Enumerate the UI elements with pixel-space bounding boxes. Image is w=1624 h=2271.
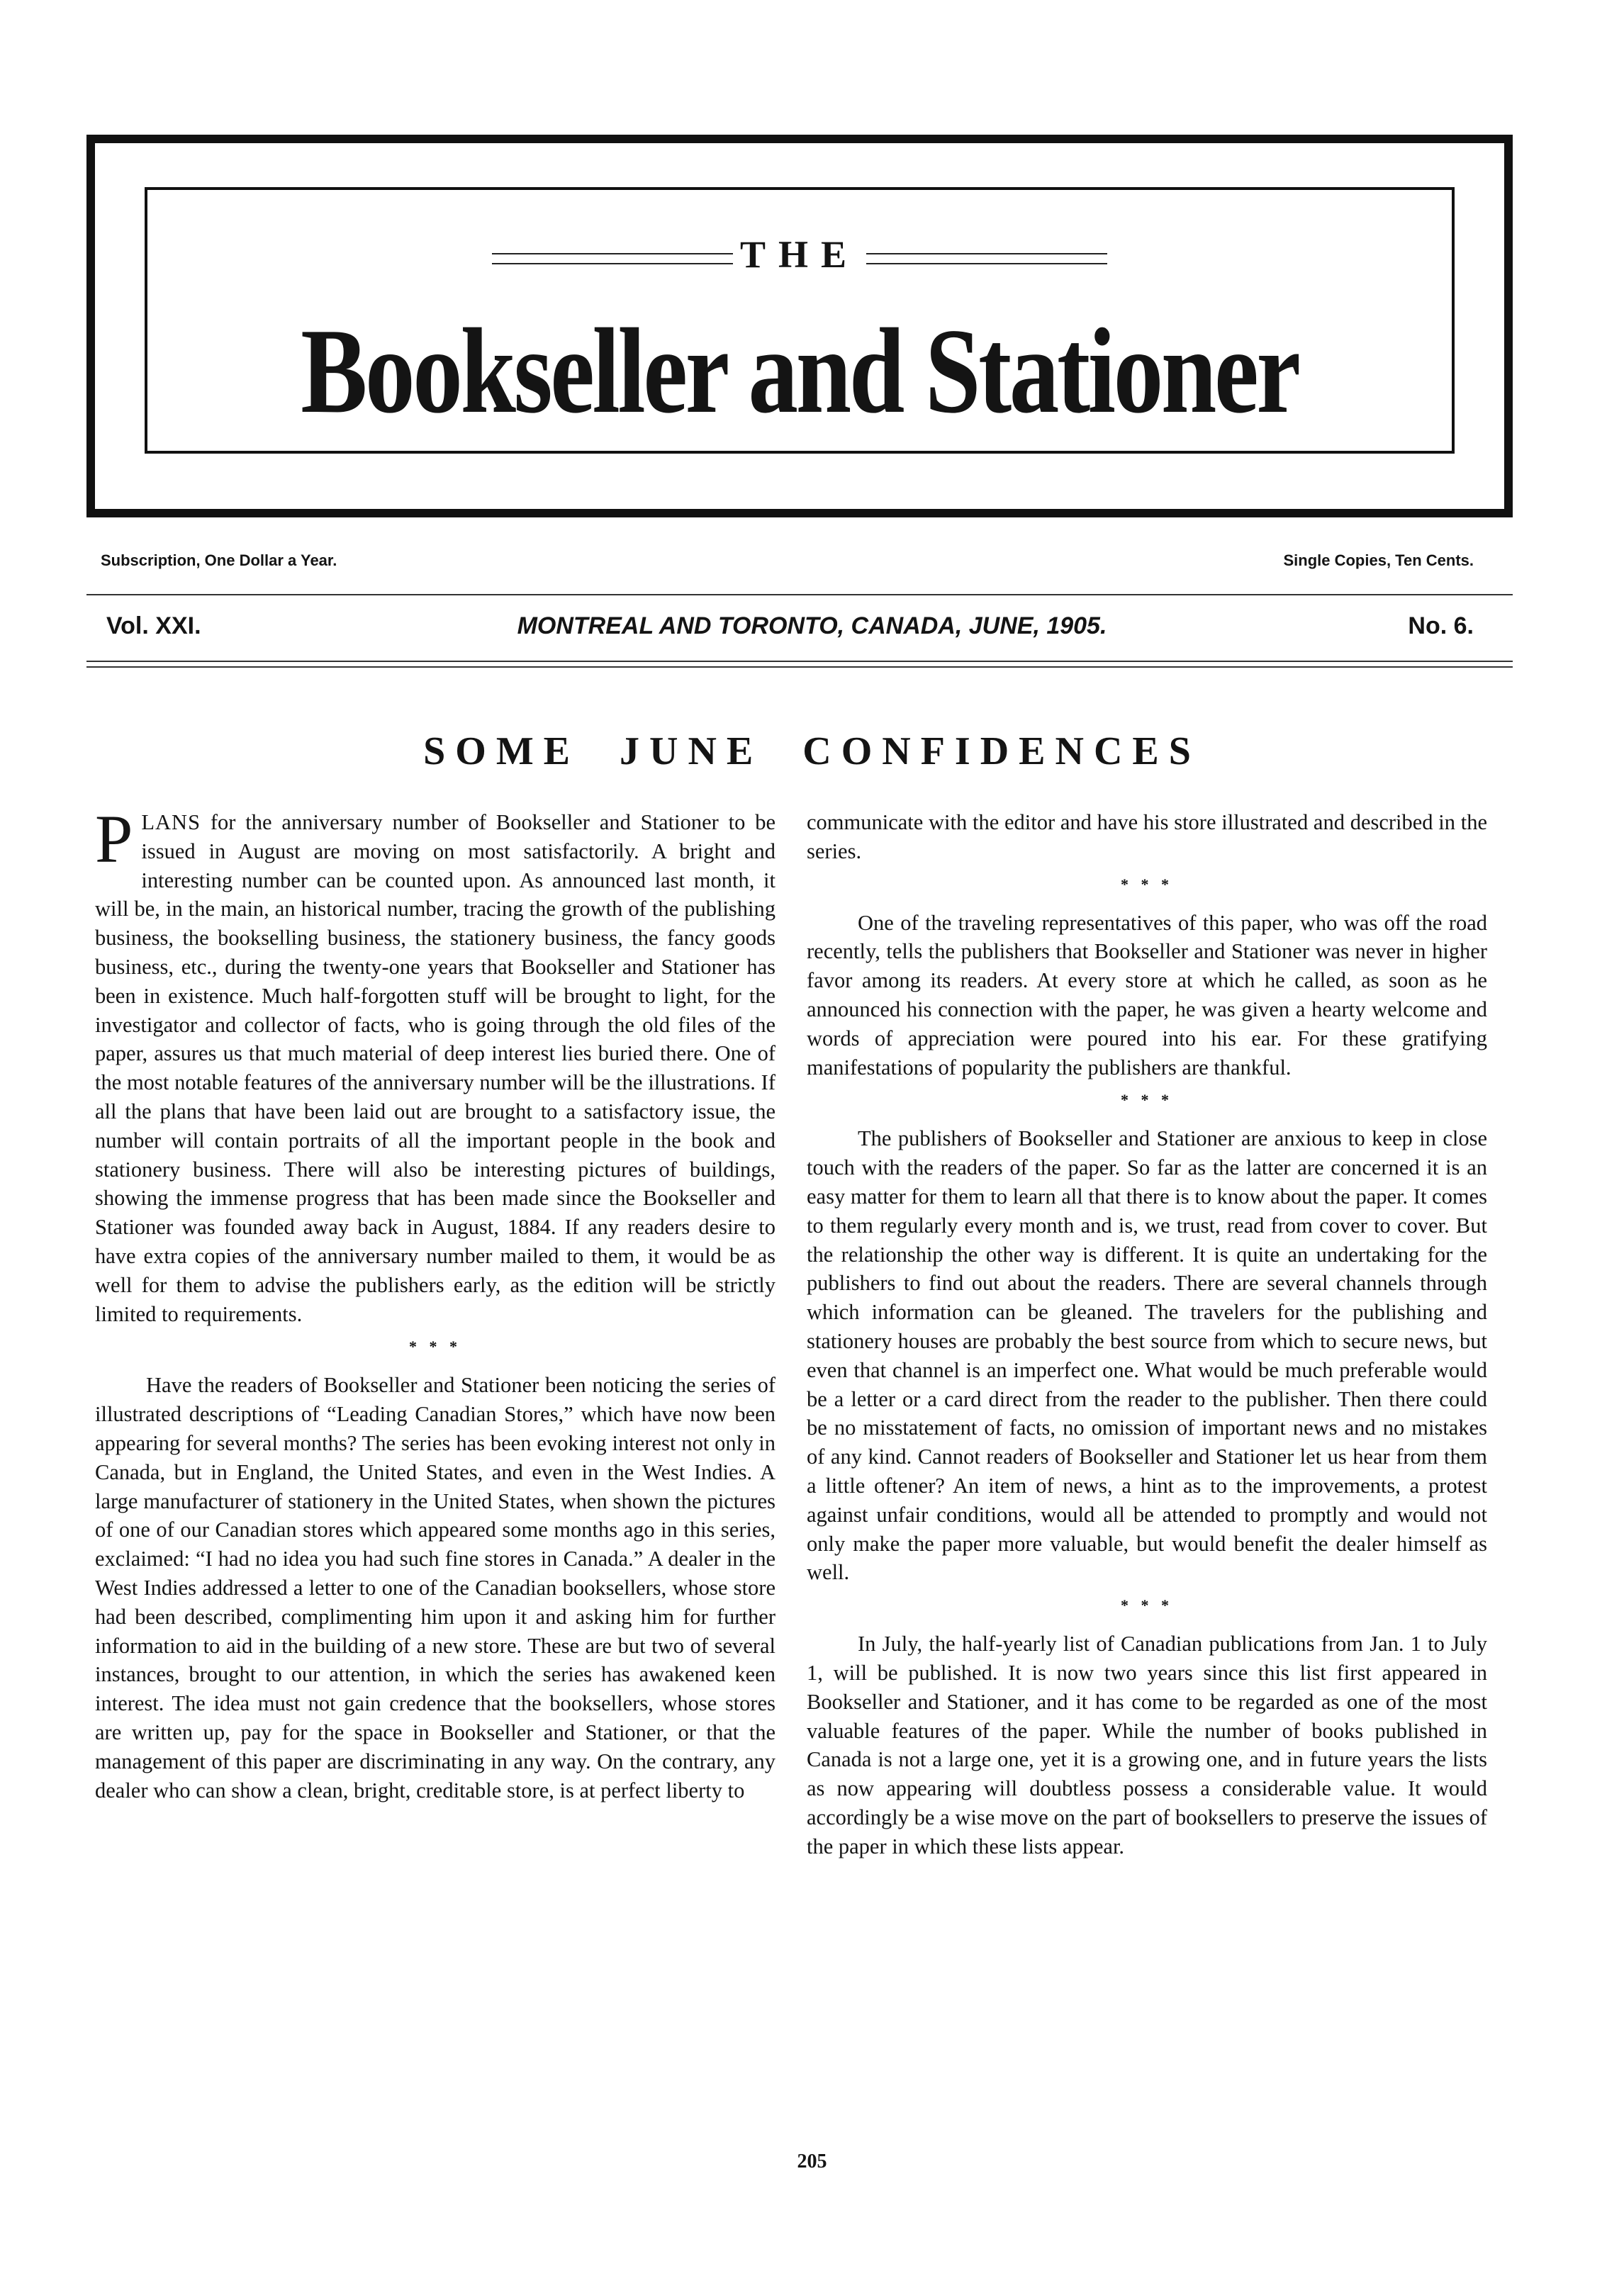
paragraph-text: for the anniversary number of Bookseller and Stationer to be issued in August are moving on most satisfactorily. A bright and interesting number can be counted upon. As announced last month, it will be, in the main, an historical number, tracing the growth of the publishing business, the bookselling business, the stationery business, the fancy goods business, etc., during the twenty-one years that Bookseller and Stationer has been in existence. Much half-forgotten stuff will be brought to light, for the investigator and collector of facts, who is going through the old files of the paper, assures us that much material of deep interest lies buried there. One of the most notable features of the anniversary number will be the illustrations. If all the plans that have been laid out are brought to a satisfactory issue, the number will contain portraits of all the important people in the book and stationery business. There will also be interesting pictures of buildings, showing the immense progress that has been made since the Bookseller and Stationer was founded away back in August, 1884. If any readers desire to have extra copies of the anniversary number mailed to them, it would be as well for them to advise the publishers early, as the edition will be strictly limited to requirements. [95, 810, 775, 1326]
article-headline [0, 729, 1624, 774]
masthead-the-label: THE [739, 233, 860, 276]
article-paragraph-continued: communicate with the editor and have his store illustrated and described in the series. [807, 810, 1487, 863]
article-paragraph [95, 801, 775, 1328]
masthead-the [147, 232, 1452, 276]
headline-word: CONFIDENCES [802, 729, 1201, 773]
article-paragraph: The publishers of Bookseller and Stationer are anxious to keep in close touch with the readers of the paper. So far as the latter are concerned it is an easy matter for them to learn all that there is to know about the paper. It comes to them regularly every month and is, we trust, read from cover to cover. But the relationship the other way is different. It is quite an undertaking for the publishers to find out about the readers. There are several channels through which information can be gleaned. The travelers for the publishing and stationery houses are probably the best source from which to secure news, but even that channel is an imperfect one. What would be much preferable would be a letter or a card direct from the reader to the publisher. Then there could be no misstatement of facts, no omission of important news and no mistakes of any kind. Cannot readers of Bookseller and Stationer let us hear from them a little oftener? An item of news, a hint as to the improvements, a protest against unfair conditions, would all be attended to promptly and would not only make the paper more valuable, but would benefit the dealer himself as well. [807, 1126, 1487, 1585]
article-paragraph: One of the traveling representatives of this paper, who was off the road recently, tells the publishers that Bookseller and Stationer was never in higher favor among its readers. At every store at which he called, as soon as he announced his connection with the paper, he was given a hearty welcome and words of appreciation were poured into his ear. For these gratifying manifestations of popularity the publishers are thankful. [807, 910, 1487, 1080]
divider-top [86, 594, 1513, 595]
page-number: 205 [797, 2151, 827, 2172]
issue-number: No. 6. [1408, 612, 1474, 639]
masthead-inner-frame [145, 187, 1455, 454]
headline-word: SOME [423, 729, 581, 773]
section-separator-stars: * * * [1121, 875, 1173, 893]
volume-number: Vol. XXI. [106, 612, 201, 639]
section-separator-stars: * * * [409, 1338, 461, 1356]
section-separator-stars: * * * [1121, 1091, 1173, 1109]
divider-bottom [86, 661, 1513, 662]
masthead-frame [86, 135, 1513, 517]
column-right [807, 808, 1487, 1861]
drop-cap: P [95, 801, 133, 877]
dateline: MONTREAL AND TORONTO, CANADA, JUNE, 1905. [517, 612, 1107, 639]
article-paragraph: Have the readers of Bookseller and Stationer been noticing the series of illustrated descriptions of “Leading Canadian Stores,” which have now been appearing for several months? The series has been evoking interest not only in Canada, but in England, the United States, and even in the West Indies. A large manufacturer of stationery in the United States, when shown the pictures of one of our Canadian stores which appeared some months ago in this series, exclaimed: “I had no idea you had such fine stores in Canada.” A dealer in the West Indies addressed a letter to one of the Canadian booksellers, whose store had been described, complimenting him upon it and asking him for further information to aid in the building of a new store. These are but two of several instances, brought to our attention, in which the series has awakened keen interest. The idea must not gain credence that the booksellers, whose stores are written up, pay for the space in Bookseller and Stationer, or that the management of this paper are discriminating in any way. On the contrary, any dealer who can show a clean, bright, creditable store, is at perfect liberty to [95, 1373, 775, 1802]
column-left [95, 801, 775, 1805]
article-paragraph: In July, the half-yearly list of Canadian publications from Jan. 1 to July 1, will be published. It is now two years since this list first appeared in Bookseller and Stationer, and it has come to be regarded as one of the most valuable features of the paper. While the number of books published in Canada is not a large one, yet it is a growing one, and in future years the lists as now appearing will doubtless possess a considerable value. It would accordingly be a wise move on the part of booksellers to preserve the issues of the paper in which these lists appear. [807, 1632, 1487, 1858]
ornamental-rule-right [866, 253, 1107, 264]
masthead-title: Bookseller and Stationer [301, 304, 1299, 439]
headline-word: JUNE [620, 729, 763, 773]
subscription-price: Subscription, One Dollar a Year. [101, 551, 337, 569]
ornamental-rule-left [492, 253, 733, 264]
section-separator-stars: * * * [1121, 1596, 1173, 1615]
single-copy-price: Single Copies, Ten Cents. [1283, 551, 1474, 569]
divider-bottom-double [86, 666, 1513, 668]
lead-in: LANS [141, 810, 201, 834]
